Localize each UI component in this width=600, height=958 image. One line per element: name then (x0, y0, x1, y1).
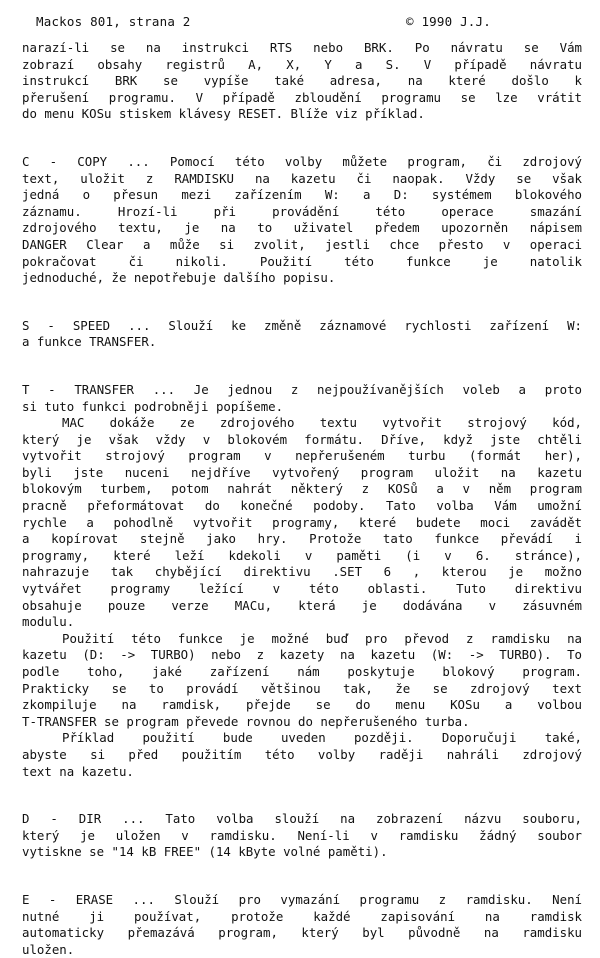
text-line: uložen. (22, 941, 75, 957)
text-line: T - TRANSFER ... Je jednou z nejpoužívanějších voleb a proto (22, 381, 582, 397)
text-line: C - COPY ... Pomocí této volby můžete program, či zdrojový (22, 153, 582, 169)
section-copy (22, 154, 582, 287)
text-line: D - DIR ... Tato volba slouží na zobrazení názvu souboru, (22, 811, 582, 827)
text-line: blokovým turbem, potom nahrát některý z KOSů a v něm program (22, 481, 582, 497)
text-line: obsahuje pouze verze MACu, která je dodávána v zásuvném (22, 597, 582, 613)
text-line: zkompiluje na ramdisk, přejde se do menu KOSu a volbou (22, 697, 582, 713)
text-line: Prakticky se to provádí většinou tak, že se zdrojový text (22, 680, 582, 696)
text-line: pokračovat či nikoli. Použití této funkce je natolik (22, 253, 582, 269)
text-line: byli jste nuceni nejdříve vytvořený program uložit na kazetu (22, 464, 582, 480)
text-line: nahrazuje tak chybějící direktivu .SET 6 , kterou je možno (22, 564, 582, 580)
text-line: který je uložen v ramdisku. Není-li v ramdisku žádný soubor (22, 827, 582, 843)
section-spacer (22, 780, 582, 811)
section-spacer (22, 287, 582, 318)
section-erase (22, 892, 582, 958)
text-line: automaticky přemazává program, který byl původně na ramdisku (22, 925, 582, 941)
text-line: přerušení programu. V případě zbloudění programu se lze vrátit (22, 89, 582, 105)
text-line: a funkce TRANSFER. (22, 334, 157, 350)
text-line: text na kazetu. (22, 763, 134, 779)
document-body (22, 40, 582, 958)
text-line: abyste si před použitím této volby raději nahráli zdrojový (22, 746, 582, 762)
text-line: záznamu. Hrozí-li při provádění této operace smazání (22, 203, 582, 219)
text-line: vytvářet programy ležící v této oblasti. Tuto direktivu (22, 581, 582, 597)
section-speed (22, 318, 582, 351)
text-line: vytiskne se "14 kB FREE" (14 kByte volné paměti). (22, 844, 388, 860)
text-line: narazí-li se na instrukci RTS nebo BRK. Po návratu se Vám (22, 40, 582, 55)
text-line: S - SPEED ... Slouží ke změně záznamové rychlosti zařízení W: (22, 317, 582, 333)
text-line: podle toho, jaké zařízení nám poskytuje blokový program. (22, 664, 582, 679)
text-line: instrukcí BRK se vypíše také adresa, na které došlo k (22, 73, 582, 89)
text-line: pracně přeformátovat do konečné podoby. Tato volba Vám umožní (22, 498, 582, 514)
text-line: rychle a pohodlně vytvořit programy, které budete moci zavádět (22, 514, 582, 530)
section-spacer (22, 861, 582, 892)
text-line: a kopírovat stejně jako hry. Protože tato funkce převádí i (22, 531, 582, 547)
text-line: Příklad použití bude uveden později. Doporučuji také, (62, 730, 582, 746)
section-transfer (22, 382, 582, 780)
text-line: si tuto funkci podrobněji popíšeme. (22, 398, 284, 414)
text-line: nutné ji používat, protože každé zapisování na ramdisk (22, 908, 582, 924)
text-line: jednoduché, že nepotřebuje dalšího popisu. (22, 270, 336, 286)
text-line: zdrojového textu, je na to uživatel předem upozorněn nápisem (22, 220, 582, 236)
page-header (36, 14, 556, 32)
text-line: kazetu (D: -> TURBO) nebo z kazety na kazetu (W: -> TURBO). To (22, 647, 582, 663)
text-line: modulu. (22, 614, 75, 630)
text-line: text, uložit z RAMDISKU na kazetu či naopak. Vždy se však (22, 170, 582, 186)
header-copyright: © 1990 J.J. (406, 14, 491, 29)
text-line: programy, které leží kdekoli v paměti (i v 6. stránce), (22, 547, 582, 563)
text-line: MAC dokáže ze zdrojového textu vytvořit strojový kód, (62, 415, 582, 431)
text-line: jedná o přesun mezi zařízením W: a D: systémem blokového (22, 187, 582, 203)
text-line: vytvořit strojový program v nepřerušeném turbu (formát her), (22, 448, 582, 464)
text-line: zobrazí obsahy registrů A, X, Y a S. V případě návratu (22, 56, 582, 72)
text-line: T-TRANSFER se program převede rovnou do nepřerušeného turba. (22, 713, 470, 729)
section-spacer (22, 123, 582, 154)
section-dir (22, 811, 582, 861)
text-line: který je však vždy v blokovém formátu. Dříve, když jste chtěli (22, 431, 582, 447)
text-line: DANGER Clear a může si zvolit, jestli chce přesto v operaci (22, 236, 582, 252)
text-line: do menu KOSu stiskem klávesy RESET. Blíže viz příklad. (22, 106, 425, 122)
section-spacer (22, 351, 582, 382)
header-title: Mackos 801, strana 2 (36, 14, 191, 29)
text-line: E - ERASE ... Slouží pro vymazání programu z ramdisku. Není (22, 891, 582, 907)
section-intro (22, 40, 582, 123)
text-line: Použití této funkce je možné buď pro převod z ramdisku na (62, 630, 582, 646)
